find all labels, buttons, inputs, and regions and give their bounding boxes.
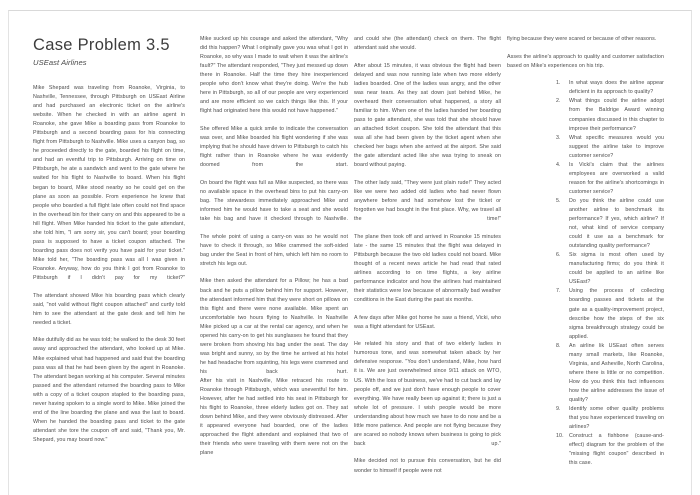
paragraph: Mike sucked up his courage and asked the attendant, "Why did this happen? What I originally gave you was what I got in Roanoke, so why was I made to wait when it was the airline's fault?" The attendant responded, "They just messed up down there in Roanoke. Half the time they hire inexperienced people who don't know what they're doing. We're the hub here in Pittsburgh, so all of our people are very experienced and are more efficient so we catch things like this. If your flight had originated here this would not have happened." [200, 36, 349, 115]
paragraph: She offered Mike a quick smile to indicate the conversation was over, and Mike boarded his flight wondering if she was implying that he should have driven to Pittsburgh to catch his flight rather than in Roanoke where he was evidently doomed from the start. [200, 126, 348, 169]
column-1 [33, 30, 185, 454]
paragraph: and could she (the attendant) check on them. The flight attendant said she would. [354, 36, 501, 52]
question-item: Construct a fishbone (cause-and-effect) diagram for the problem of the "missing flight coupon" described in this case. [569, 433, 664, 467]
paragraph: A few days after Mike got home he saw a friend, Vicki, who was a flight attendant for USEast. [354, 314, 501, 330]
questions-list [556, 79, 664, 468]
paragraph: On board the flight was full as Mike suspected, so there was no available space in the overhead bins to put his carry-on bag. The stewardess immediately approached Mike and informed him he would have to take a seat and she would take his bag and have it checked through to Nashville. [200, 179, 348, 223]
question-item: Do you think the airline could use another airline to benchmark its performance? If yes, which airline? If not, what kind of service company could it use as a benchmark for outstanding quality performance? [569, 197, 664, 250]
page-subtitle: USEast Airlines [33, 58, 87, 67]
paragraph: After his visit in Nashville, Mike retraced his route to Roanoke through Pittsburgh, which was uneventful for him. However, after he had settled into his seat in Pittsburgh for his flight to Roanoke, three elderly ladies got on. They sat down behind Mike, and they were obviously distressed. After it appeared everyone had boarded, one of the ladies approached the flight attendant and explained that two of their friends who were traveling with them were not on the plane [200, 377, 348, 457]
paragraph: After about 15 minutes, it was obvious the flight had been delayed and was now running late when two more elderly ladies boarded. One of the ladies was angry, and the other was near tears. As they sat down just behind Mike, he overheard their conversation what happened, a story all familiar to him. When one of the ladies handed her boarding pass to gate attendant, she was told that she should have an attached ticket coupon. She told the attendant that this was all she had been given by the ticket agent when she checked her bags when she arrived at the airport. She said the gate attendant acted like she was trying to sneak on board without paying. [354, 62, 501, 169]
paragraph: flying because they were scared or because of other reasons. [507, 36, 657, 42]
question-item: What specific measures would you suggest the airline take to improve customer service? [569, 134, 664, 159]
question-item: Identify some other quality problems that you have experienced traveling on airlines? [569, 406, 664, 431]
column-3 [354, 35, 501, 484]
question-item: What things could the airline adopt from the Baldrige Award winning companies discussed in this chapter to improve their performance? [569, 98, 664, 132]
paragraph: Mike decided not to pursue this conversation, but he did wonder to himself if people were not [354, 458, 501, 474]
paragraph: He related his story and that of two elderly ladies in humorous tone, and was somewhat taken aback by her defensive response. "You don't understand, Mike, how hard it is. We are just overwhelmed since 9/11 attack on WTO, US. With the loss of business, we've had to cut back and lay people off, and we just don't have enough people to cover everything. We have really been up against it; there is just a whole lot of pressure. I wish people would be more understanding about how much we have to do now and be a little more patience. And people are not flying because they are scared so nobody knows when business is going to pick back up." [354, 341, 501, 447]
paragraph: Mike Shepard was traveling from Roanoke, Virginia, to Nashville, Tennessee, through Pittsburgh on USEast Airline and had purchased an electronic ticket on the airline's website. When he checked in with an airline agent in Roanoke, she gave Mike a boarding pass from Roanoke to Pittsburgh and a second boarding pass for his connecting flight from Pittsburgh to Nashville. Mike uses a canyon bag, so he proceeded directly to the gate, boarded his flight on time, and had an eventful trip to Pittsburgh. Arriving on time on Pittsburgh, he ate a sandwich and went to the gate where he waited for his flight to Nashville to board. When his flight began to board, Mike stood nearby so he could get on the plane as soon as possible. From experience he knew that people who boarded a full flight late often could not find space in the overhead bin for their carry on and this appeared to be a hill flight. When Mike handed his ticket to the gate attendant, she told him, "I am sorry sir, you can't board; your boarding pass is supposed to have a ticket coupon attached. The boarding pass does not verify you have paid for your ticket." Mike told her, "The boarding pass was all I was given in Roanoke. Anyway, how do you think I got from Roanoke to Pittsburgh if I didn't pay for my ticket?" [33, 85, 185, 281]
question-item: Is Vicki's claim that the airlines employees are overworked a valid reason for the airline's shortcomings in customer service? [569, 161, 664, 195]
paragraph: The attendant showed Mike his boarding pass which clearly said, "not valid without flight coupon attached" and curtly told him to see the attendant at the gate desk and tell him he needed a ticket. [33, 292, 185, 326]
paragraph: The plane then took off and arrived in Roanoke 15 minutes late - the same 15 minutes that the flight was delayed in Pittsburgh because the two old ladies could not board. Mike thought of a recent news article he had read that rated airlines according to on time flights, a key airline performance indicator and how the airlines had maintained their statistics were low because of abnormally bad weather conditions in the East during the past six months. [354, 233, 501, 303]
paragraph: Mike dutifully did as he was told; he walked to the desk 30 feet away and approached the attendant, who looked up at Mike. Mike explained what had happened and said that the boarding pass was all that he had been given by the agent in Roanoke. The attendant began working at his computer. Several minutes passed and the attendant returned the boarding pass to Mike with a copy of a ticket coupon stapled to the boarding pass, never having spoken to a single word to Mike. Mike joined the end of the line boarding the plane and was the last to board. When he handed the boarding pass and ticket to the gate attendant she tore the coupon off and said, "Thank you, Mr. Shepard, you may board now." [33, 337, 185, 443]
column-4 [507, 35, 664, 468]
question-item: An airline lik USEast often serves many small markets, like Roanoke, Virginia, and Asheville, North Carolina, where there is little or no competition. How do you think this fact influences how the airline addresses the issue of quality? [569, 342, 664, 403]
question-item: Using the process of collecting boarding passes and tickets at the gate as a quality-improvement project, describe how the steps of the six sigma breakthrough strategy could be applied. [569, 288, 664, 340]
question-item: In what ways does the airline appear deficient in its approach to quality? [569, 80, 664, 96]
paragraph: Mike then asked the attendant for a Pillow; he has a bad back and he puts a pillow behind him for support. However, the attendant informed him that they were short on pillows on this flight and there were none available. Mike spent an uncomfortable two hours flying to Nashville. In Nashville Mike picked up a car at the rental car agency, and when he opened his carry-on to get his sunglasses he found that they were broken from shoving his bag under the seat. The day was bright and sunny, so by the time he arrived at his hotel he had headache from squinting, his legs were crammed and his back hurt. [200, 278, 348, 375]
paragraph: The whole point of using a carry-on was so he would not have to check it through, so Mike crammed the soft-sided bag under the Seat in front of him, which left him no room to stretch his legs out. [200, 233, 348, 267]
page-title: Case Problem 3.5 [33, 36, 170, 54]
column-2 [200, 35, 348, 467]
question-item: Six sigma is most often used by manufacturing firms; do you think it could be applied to an airline like USEast? [569, 252, 664, 286]
paragraph: The other lady said, "They were just plain rude!" They acted like we were two added old ladies who had never flown anywhere before and had somehow lost the ticket or forgotten we had bought in the first place. Why, we travel all the time!" [354, 179, 501, 223]
assignment-prompt: Asses the airline's approach to quality and customer satisfaction based on Mike's experiences on his trip. [507, 53, 664, 69]
